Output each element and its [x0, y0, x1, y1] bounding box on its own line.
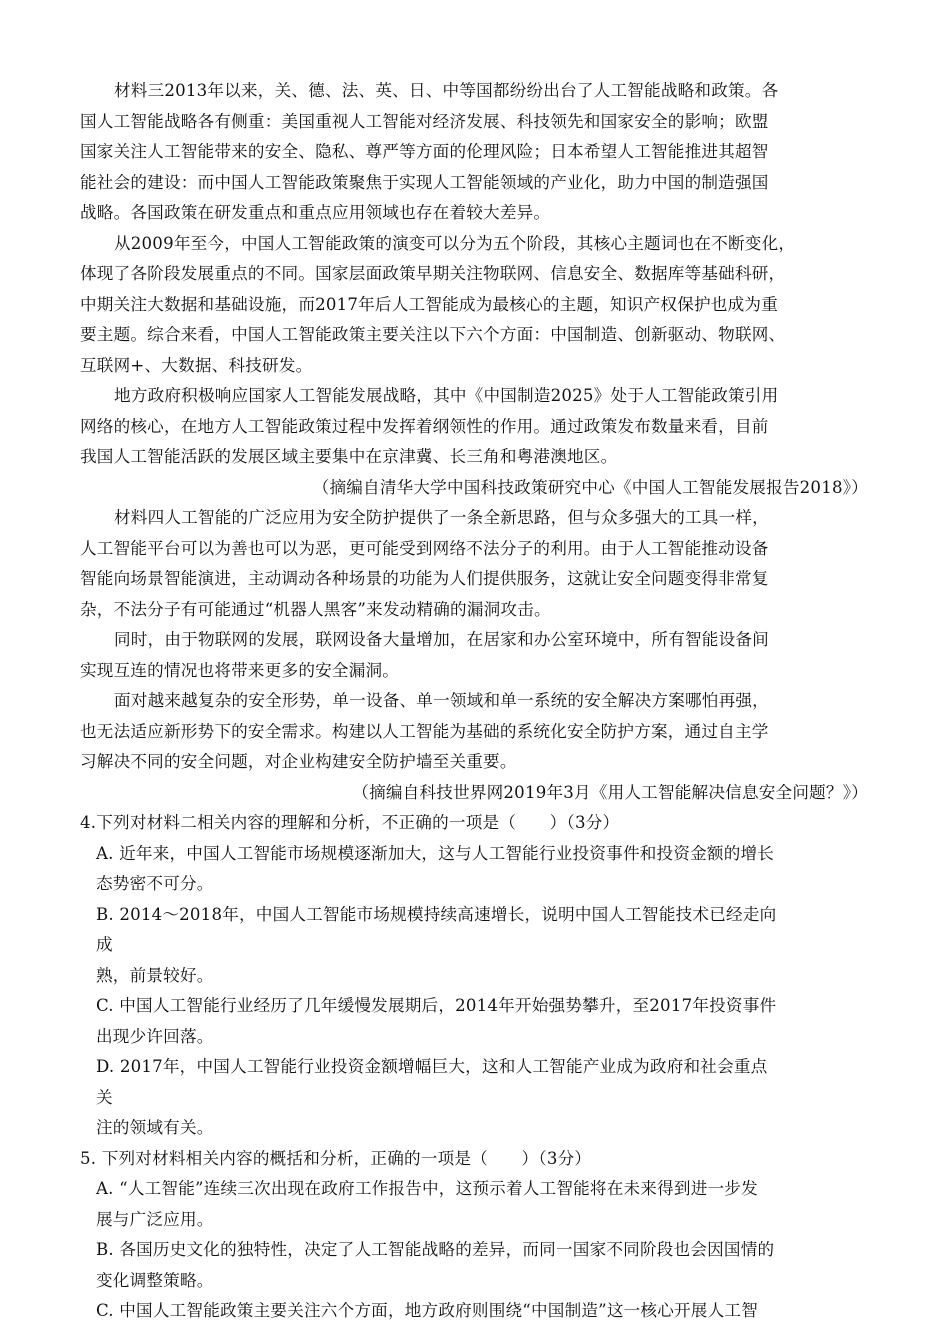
- text-line: 地方政府积极响应国家人工智能发展战略，其中《中国制造2025》处于人工智能政策引用: [114, 386, 779, 405]
- text-line: 能社会的建设：而中国人工智能政策聚焦于实现人工智能领域的产业化，助力中国的制造强国: [80, 172, 769, 192]
- text-line: 习解决不同的安全问题，对企业构建安全防护墙至关重要。: [80, 752, 517, 771]
- text-line: B. 各国历史文化的独特性，决定了人工智能战略的差异，而同一国家不同阶段也会因国情的: [96, 1240, 775, 1259]
- text-line: （摘编自清华大学中国科技政策研究中心《中国人工智能发展报告2018》）: [312, 477, 868, 497]
- text-line: C. 中国人工智能政策主要关注六个方面，地方政府则围绕“中国制造”这一核心开展人工智: [96, 1301, 758, 1320]
- text-line: 从2009年至今，中国人工智能政策的演变可以分为五个阶段，其核心主题词也在不断变化，: [114, 233, 796, 253]
- text-line: 智能向场景智能演进，主动调动各种场景的功能为人们提供服务，这就让安全问题变得非常复: [80, 569, 769, 588]
- text-line: A. 近年来，中国人工智能市场规模逐渐加大，这与人工智能行业投资事件和投资金额的增长: [96, 843, 775, 863]
- text-line: 我国人工智能活跃的发展区域主要集中在京津冀、长三角和粤港澳地区。: [80, 447, 618, 466]
- text-line: 人工智能平台可以为善也可以为恶，更可能受到网络不法分子的利用。由于人工智能推动设备: [80, 538, 769, 558]
- text-line: D. 2017年，中国人工智能行业投资金额增幅巨大，这和人工智能产业成为政府和社会重点: [96, 1057, 768, 1076]
- text-line: （摘编自科技世界网2019年3月《用人工智能解决信息安全问题？》）: [352, 782, 868, 802]
- text-line: 成: [96, 935, 113, 954]
- text-line: 材料三2013年以来，关、德、法、英、日、中等国都纷纷出台了人工智能战略和政策。各: [114, 81, 779, 100]
- text-line: 熟，前景较好。: [96, 965, 214, 985]
- text-line: 出现少许回落。: [96, 1026, 214, 1046]
- text-line: 材料四人工智能的广泛应用为安全防护提供了一条全新思路，但与众多强大的工具一样，: [114, 508, 769, 527]
- text-line: 中期关注大数据和基础设施，而2017年后人工智能成为最核心的主题，知识产权保护也成为重: [80, 294, 778, 314]
- text-line: 4.下列对材料二相关内容的理解和分析，不正确的一项是（ ）（3分）: [80, 813, 620, 832]
- text-line: 网络的核心，在地方人工智能政策过程中发挥着纲领性的作用。通过政策发布数量来看，目前: [80, 416, 769, 436]
- text-line: 杂，不法分子有可能通过“机器人黑客”来发动精确的漏洞攻击。: [80, 599, 551, 619]
- text-line: 体现了各阶段发展重点的不同。国家层面政策早期关注物联网、信息安全、数据库等基础科研，: [80, 264, 786, 283]
- text-line: 也无法适应新形势下的安全需求。构建以人工智能为基础的系统化安全防护方案，通过自主学: [80, 721, 769, 741]
- text-line: 同时，由于物联网的发展，联网设备大量增加，在居家和办公室环境中，所有智能设备间: [114, 630, 769, 649]
- text-line: 变化调整策略。: [96, 1270, 214, 1290]
- text-line: A. “人工智能”连续三次出现在政府工作报告中，这预示着人工智能将在未来得到进一步发: [96, 1179, 758, 1198]
- text-line: 关: [96, 1087, 113, 1107]
- text-line: 态势密不可分。: [96, 874, 214, 893]
- text-line: 面对越来越复杂的安全形势，单一设备、单一领域和单一系统的安全解决方案哪怕再强，: [114, 691, 769, 710]
- text-line: 要主题。综合来看，中国人工智能政策主要关注以下六个方面：中国制造、创新驱动、物联网、: [80, 325, 786, 344]
- text-line: 实现互连的情况也将带来更多的安全漏洞。: [80, 660, 400, 680]
- text-line: 互联网+、大数据、科技研发。: [80, 355, 313, 375]
- text-line: 国人工智能战略各有侧重：美国重视人工智能对经济发展、科技领先和国家安全的影响；欧盟: [80, 111, 769, 131]
- text-line: 战略。各国政策在研发重点和重点应用领域也存在着较大差异。: [80, 203, 551, 222]
- text-line: C. 中国人工智能行业经历了几年缓慢发展期后，2014年开始强势攀升，至2017年投资事件: [96, 996, 777, 1015]
- text-line: 国家关注人工智能带来的安全、隐私、尊严等方面的伦理风险；日本希望人工智能推进其超智: [80, 142, 769, 161]
- text-line: 注的领域有关。: [96, 1118, 214, 1137]
- text-line: B. 2014～2018年，中国人工智能市场规模持续高速增长，说明中国人工智能技术已经走向: [96, 904, 777, 924]
- text-line: 展与广泛应用。: [96, 1209, 214, 1229]
- document-page: [80, 76, 880, 1327]
- text-line: 5. 下列对材料相关内容的概括和分析，正确的一项是（ ）（3分）: [80, 1148, 592, 1168]
